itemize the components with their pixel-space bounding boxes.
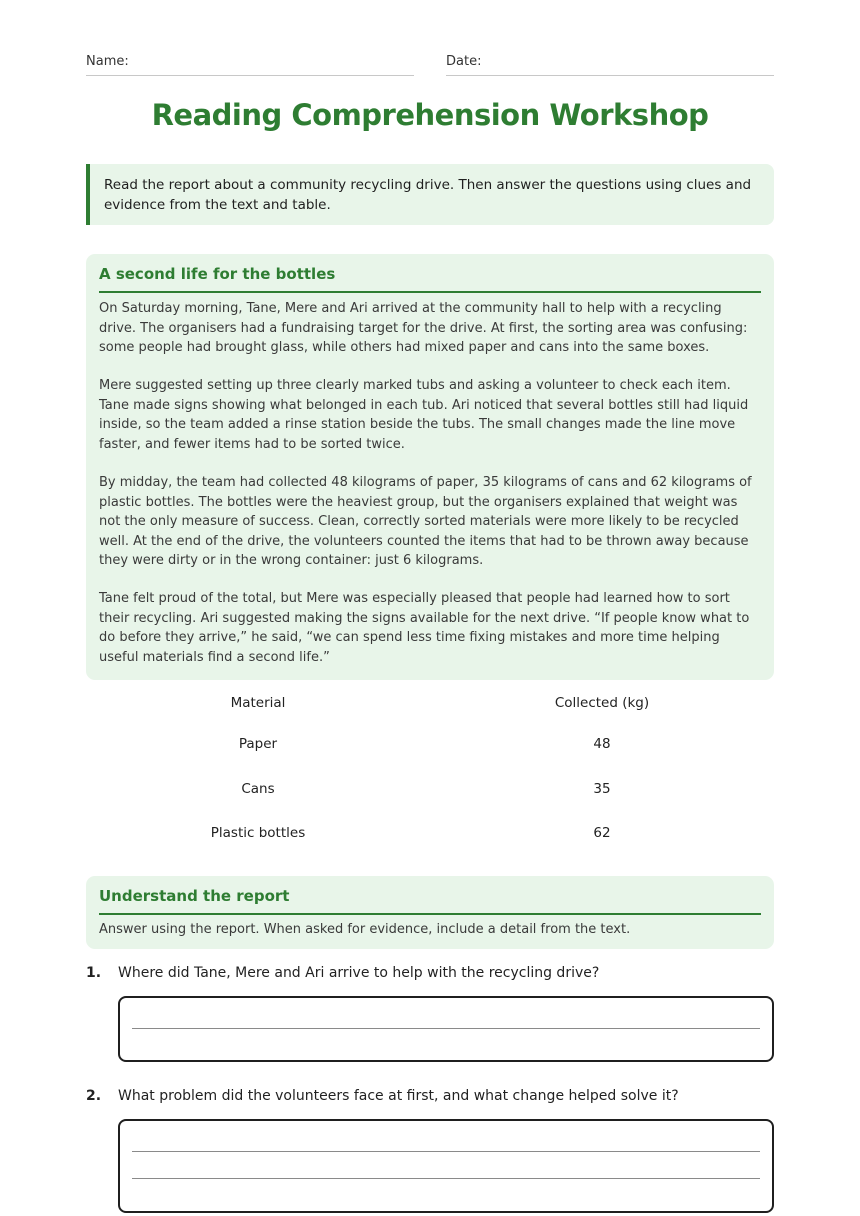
answer-line [132,1151,760,1152]
date-label: Date: [446,54,482,69]
understand-box [86,876,774,949]
table-row [86,722,774,767]
answer-line [132,1028,760,1029]
table-row [86,811,774,856]
date-field[interactable] [446,54,774,76]
table-cell-collected: 62 [593,825,611,842]
understand-heading: Understand the report [99,887,761,915]
passage-paragraph: On Saturday morning, Tane, Mere and Ari arrived at the community hall to help with a recycling drive. The organisers had a fundraising target for the drive. At first, the sorting area was confusing: some people had brought glass, while others had mixed paper and cans into the same boxes. [99,301,748,356]
question-text: What problem did the volunteers face at first, and what change helped solve it? [118,1088,679,1104]
passage-paragraph: Tane felt proud of the total, but Mere was especially pleased that people had learned how to sort their recycling. Ari suggested making the signs available for the next drive. “If people know what to do before they arrive,” he said, “we can spend less time fixing mistakes and more time helping useful materials find a second life.” [99,591,750,666]
passage-box [86,254,774,680]
table-header-collected: Collected (kg) [554,695,650,711]
name-label: Name: [86,54,129,69]
table-header-material: Material [230,695,286,711]
table-cell-collected: 48 [593,736,611,753]
table-cell-material: Paper [238,736,278,753]
passage-paragraph: Mere suggested setting up three clearly marked tubs and asking a volunteer to check each item. Tane made signs showing what belonged in each tub. Ari noticed that several bottles still had liquid inside, so the team added a rinse station beside the tubs. The small changes made the line move faster, and fewer items had to be sorted twice. [99,378,749,452]
table-header-row [86,684,774,722]
answer-line [132,1178,760,1179]
question-number: 2. [86,1088,102,1104]
passage-heading: A second life for the bottles [99,265,761,293]
question-number: 1. [86,965,102,981]
header-fields [86,54,774,76]
table-cell-material: Cans [241,780,275,797]
table-cell-collected: 35 [593,780,611,797]
answer-box-1[interactable] [118,996,774,1062]
table-row [86,767,774,812]
answer-box-2[interactable] [118,1119,774,1213]
question-text: Where did Tane, Mere and Ari arrive to help with the recycling drive? [118,965,600,981]
passage-paragraph: By midday, the team had collected 48 kilograms of paper, 35 kilograms of cans and 62 kilograms of plastic bottles. The bottles were the heaviest group, but the organisers explained that weight was not the only measure of success. Clean, correctly sorted materials were more likely to be recycled well. At the end of the drive, the volunteers counted the items that had to be thrown away because they were dirty or in the wrong container: just 6 kilograms. [99,474,752,569]
materials-table [86,684,774,856]
table-cell-material: Plastic bottles [210,825,306,842]
name-field[interactable] [86,54,414,76]
understand-subtitle: Answer using the report. When asked for evidence, include a detail from the text. [99,922,631,937]
instruction-box: Read the report about a community recycling drive. Then answer the questions using clues and evidence from the text and table. [86,164,774,225]
page-title: Reading Comprehension Workshop [151,98,709,132]
